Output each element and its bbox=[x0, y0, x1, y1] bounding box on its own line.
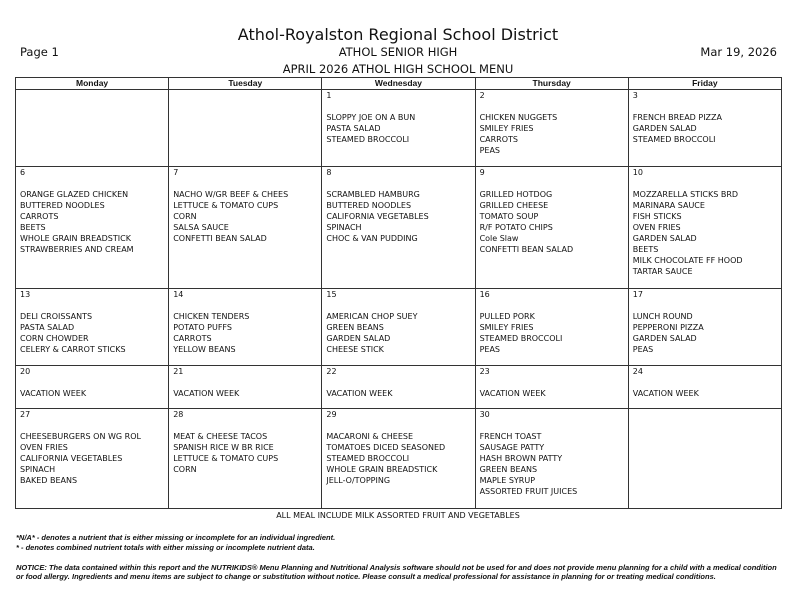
menu-item: GREEN BEANS bbox=[479, 465, 538, 474]
menu-item: CHICKEN TENDERS bbox=[173, 312, 250, 321]
day-number: 13 bbox=[20, 290, 31, 299]
day-number bbox=[20, 90, 168, 101]
all-meal-note: ALL MEAL INCLUDE MILK ASSORTED FRUIT AND VEGETABLES bbox=[276, 511, 520, 520]
cell-spacer bbox=[633, 101, 781, 112]
menu-item: MAPLE SYRUP bbox=[479, 476, 536, 485]
day-cell bbox=[16, 366, 169, 409]
menu-item: BEETS bbox=[20, 223, 46, 232]
day-cell bbox=[16, 409, 169, 509]
menu-item: VACATION WEEK bbox=[632, 389, 699, 398]
menu-item: CHOC & VAN PUDDING bbox=[326, 234, 418, 243]
menu-item: CHICKEN NUGGETS bbox=[479, 113, 558, 122]
cell-spacer bbox=[633, 178, 781, 189]
menu-item: LUNCH ROUND bbox=[632, 312, 693, 321]
menu-item: SALSA SAUCE bbox=[173, 223, 229, 232]
day-number: 17 bbox=[632, 290, 643, 299]
menu-item: GARDEN SALAD bbox=[326, 334, 391, 343]
week-row bbox=[16, 167, 782, 289]
cell-spacer bbox=[480, 101, 628, 112]
day-number: 8 bbox=[326, 168, 332, 177]
page-number: Page 1 bbox=[20, 45, 59, 59]
footnote-na: *N/A* - denotes a nutrient that is either missing or incomplete for an individual ingredient. bbox=[16, 533, 336, 542]
menu-item: FRENCH BREAD PIZZA bbox=[632, 113, 722, 122]
menu-item: STEAMED BROCCOLI bbox=[326, 135, 410, 144]
cell-spacer bbox=[326, 377, 474, 388]
day-cell bbox=[169, 167, 322, 289]
cell-spacer bbox=[20, 178, 168, 189]
menu-item: PEPPERONI PIZZA bbox=[632, 323, 704, 332]
day-cell bbox=[628, 289, 781, 366]
menu-item: CARROTS bbox=[479, 135, 518, 144]
menu-item: PASTA SALAD bbox=[326, 124, 381, 133]
menu-item: CORN CHOWDER bbox=[20, 334, 89, 343]
report-date: Mar 19, 2026 bbox=[700, 45, 777, 59]
menu-item: JELL-O/TOPPING bbox=[326, 476, 391, 485]
day-cell bbox=[16, 289, 169, 366]
menu-item: CARROTS bbox=[20, 212, 59, 221]
day-cell bbox=[475, 366, 628, 409]
day-number: 15 bbox=[326, 290, 337, 299]
cell-spacer bbox=[20, 300, 168, 311]
menu-item: STRAWBERRIES AND CREAM bbox=[20, 245, 134, 254]
day-number: 3 bbox=[632, 91, 638, 100]
menu-item: CELERY & CARROT STICKS bbox=[20, 345, 126, 354]
menu-item: CALIFORNIA VEGETABLES bbox=[20, 454, 123, 463]
menu-item: STEAMED BROCCOLI bbox=[632, 135, 716, 144]
menu-item: CARROTS bbox=[173, 334, 212, 343]
menu-item: VACATION WEEK bbox=[326, 389, 393, 398]
menu-item: AMERICAN CHOP SUEY bbox=[326, 312, 418, 321]
menu-item: CORN bbox=[173, 212, 197, 221]
weekday-header-row bbox=[16, 78, 782, 90]
menu-item: CALIFORNIA VEGETABLES bbox=[326, 212, 429, 221]
day-cell bbox=[322, 167, 475, 289]
menu-item: MARINARA SAUCE bbox=[632, 201, 705, 210]
week-row bbox=[16, 366, 782, 409]
cell-spacer bbox=[480, 300, 628, 311]
menu-item: SCRAMBLED HAMBURG bbox=[326, 190, 420, 199]
day-number: 20 bbox=[20, 367, 31, 376]
day-cell bbox=[322, 366, 475, 409]
day-cell bbox=[16, 90, 169, 167]
menu-item: PASTA SALAD bbox=[20, 323, 75, 332]
day-number: 2 bbox=[479, 91, 485, 100]
menu-item: GREEN BEANS bbox=[326, 323, 384, 332]
notice-disclaimer: NOTICE: The data contained within this report and the NUTRIKIDS® Menu Planning and Nutritional Analysis software should not be used for and does not provide menu planning for a child with a medical condition or food allergy. Ingredients and menu items are subject to change or substitution without notice. Please consult a medical professional for assistance in planning for or treating medical conditions. bbox=[16, 563, 777, 581]
menu-item: FISH STICKS bbox=[632, 212, 682, 221]
day-cell bbox=[322, 90, 475, 167]
menu-item: LETTUCE & TOMATO CUPS bbox=[173, 454, 279, 463]
menu-item: PEAS bbox=[632, 345, 654, 354]
menu-item: GRILLED CHEESE bbox=[479, 201, 549, 210]
day-number: 1 bbox=[326, 91, 332, 100]
menu-item: OVEN FRIES bbox=[20, 443, 68, 452]
menu-item: GRILLED HOTDOG bbox=[479, 190, 553, 199]
menu-item: NACHO W/GR BEEF & CHEES bbox=[173, 190, 289, 199]
cell-spacer bbox=[173, 178, 321, 189]
menu-item: CONFETTI BEAN SALAD bbox=[479, 245, 574, 254]
menu-item: PULLED PORK bbox=[479, 312, 535, 321]
menu-item: OVEN FRIES bbox=[632, 223, 681, 232]
day-cell bbox=[475, 167, 628, 289]
menu-item: FRENCH TOAST bbox=[479, 432, 542, 441]
menu-item: BUTTERED NOODLES bbox=[20, 201, 105, 210]
cell-spacer bbox=[173, 377, 321, 388]
week-row bbox=[16, 289, 782, 366]
day-cell bbox=[628, 90, 781, 167]
day-cell bbox=[169, 366, 322, 409]
menu-item: ASSORTED FRUIT JUICES bbox=[479, 487, 578, 496]
menu-item: R/F POTATO CHIPS bbox=[479, 223, 553, 232]
menu-item: TOMATO SOUP bbox=[479, 212, 539, 221]
week-row bbox=[16, 409, 782, 509]
day-cell bbox=[169, 289, 322, 366]
menu-item: BEETS bbox=[632, 245, 659, 254]
menu-item: SLOPPY JOE ON A BUN bbox=[326, 113, 416, 122]
menu-item: Cole Slaw bbox=[479, 234, 519, 243]
school-name: ATHOL SENIOR HIGH bbox=[338, 45, 458, 59]
cell-spacer bbox=[326, 300, 474, 311]
day-number: 28 bbox=[173, 410, 184, 419]
menu-item: YELLOW BEANS bbox=[173, 345, 236, 354]
cell-spacer bbox=[326, 420, 474, 431]
menu-item: WHOLE GRAIN BREADSTICK bbox=[326, 465, 438, 474]
day-number: 27 bbox=[20, 410, 31, 419]
cell-spacer bbox=[20, 420, 168, 431]
menu-item: CHEESE STICK bbox=[326, 345, 384, 354]
day-cell bbox=[475, 90, 628, 167]
day-number: 30 bbox=[479, 410, 490, 419]
cell-spacer bbox=[633, 377, 781, 388]
menu-item: MACARONI & CHEESE bbox=[326, 432, 414, 441]
cell-spacer bbox=[326, 101, 474, 112]
menu-title: APRIL 2026 ATHOL HIGH SCHOOL MENU bbox=[282, 62, 514, 76]
menu-item: BAKED BEANS bbox=[20, 476, 78, 485]
weekday-monday: Monday bbox=[16, 78, 169, 90]
menu-item: HASH BROWN PATTY bbox=[479, 454, 563, 463]
cell-spacer bbox=[480, 377, 628, 388]
menu-item: SMILEY FRIES bbox=[479, 124, 534, 133]
day-cell bbox=[322, 409, 475, 509]
cell-spacer bbox=[480, 178, 628, 189]
day-number: 23 bbox=[479, 367, 490, 376]
day-number: 22 bbox=[326, 367, 337, 376]
menu-item: VACATION WEEK bbox=[173, 389, 240, 398]
day-cell bbox=[475, 409, 628, 509]
day-number: 21 bbox=[173, 367, 184, 376]
menu-item: GARDEN SALAD bbox=[632, 124, 697, 133]
day-number bbox=[633, 409, 781, 420]
menu-item: MILK CHOCOLATE FF HOOD bbox=[632, 256, 743, 265]
menu-item: MOZZARELLA STICKS BRD bbox=[632, 190, 739, 199]
menu-item: SAUSAGE PATTY bbox=[479, 443, 545, 452]
day-cell bbox=[628, 366, 781, 409]
menu-item: SMILEY FRIES bbox=[479, 323, 534, 332]
cell-spacer bbox=[20, 377, 168, 388]
day-number: 14 bbox=[173, 290, 184, 299]
menu-item: WHOLE GRAIN BREADSTICK bbox=[20, 234, 131, 243]
menu-item: PEAS bbox=[479, 345, 500, 354]
day-number: 16 bbox=[479, 290, 490, 299]
menu-item: STEAMED BROCCOLI bbox=[479, 334, 563, 343]
menu-item: SPANISH RICE W BR RICE bbox=[173, 443, 274, 452]
menu-item: PEAS bbox=[479, 146, 500, 155]
menu-item: CORN bbox=[173, 465, 197, 474]
cell-spacer bbox=[173, 300, 321, 311]
menu-item: SPINACH bbox=[326, 223, 362, 232]
day-cell bbox=[628, 409, 781, 509]
day-cell bbox=[169, 90, 322, 167]
menu-item: VACATION WEEK bbox=[20, 389, 87, 398]
menu-item: STEAMED BROCCOLI bbox=[326, 454, 410, 463]
menu-item: TOMATOES DICED SEASONED bbox=[326, 443, 446, 452]
weekday-thursday: Thursday bbox=[475, 78, 628, 90]
menu-item: TARTAR SAUCE bbox=[632, 267, 693, 276]
menu-item: VACATION WEEK bbox=[479, 389, 546, 398]
day-number: 9 bbox=[479, 168, 485, 177]
day-number: 24 bbox=[632, 367, 643, 376]
day-cell bbox=[628, 167, 781, 289]
menu-item: SPINACH bbox=[20, 465, 56, 474]
day-cell bbox=[169, 409, 322, 509]
day-cell bbox=[475, 289, 628, 366]
cell-spacer bbox=[480, 420, 628, 431]
menu-item: GARDEN SALAD bbox=[632, 334, 697, 343]
day-cell bbox=[16, 167, 169, 289]
day-number: 6 bbox=[20, 168, 26, 177]
day-number bbox=[173, 90, 321, 101]
week-row bbox=[16, 90, 782, 167]
footnote-star: * - denotes combined nutrient totals with either missing or incomplete nutrient data. bbox=[16, 543, 315, 552]
day-number: 29 bbox=[326, 410, 337, 419]
menu-item: POTATO PUFFS bbox=[173, 323, 232, 332]
menu-calendar bbox=[15, 77, 782, 509]
menu-item: GARDEN SALAD bbox=[632, 234, 697, 243]
weekday-wednesday: Wednesday bbox=[322, 78, 475, 90]
menu-item: LETTUCE & TOMATO CUPS bbox=[173, 201, 279, 210]
cell-spacer bbox=[173, 420, 321, 431]
menu-item: ORANGE GLAZED CHICKEN bbox=[20, 190, 129, 199]
cell-spacer bbox=[326, 178, 474, 189]
weekday-friday: Friday bbox=[628, 78, 781, 90]
cell-spacer bbox=[633, 300, 781, 311]
district-title: Athol-Royalston Regional School District bbox=[237, 25, 559, 44]
menu-item: CHEESEBURGERS ON WG ROL bbox=[20, 432, 141, 441]
menu-item: DELI CROISSANTS bbox=[20, 312, 93, 321]
weekday-tuesday: Tuesday bbox=[169, 78, 322, 90]
menu-item: MEAT & CHEESE TACOS bbox=[173, 432, 268, 441]
menu-item: CONFETTI BEAN SALAD bbox=[173, 234, 267, 243]
day-number: 7 bbox=[173, 168, 179, 177]
day-number: 10 bbox=[632, 168, 643, 177]
menu-item: BUTTERED NOODLES bbox=[326, 201, 412, 210]
day-cell bbox=[322, 289, 475, 366]
